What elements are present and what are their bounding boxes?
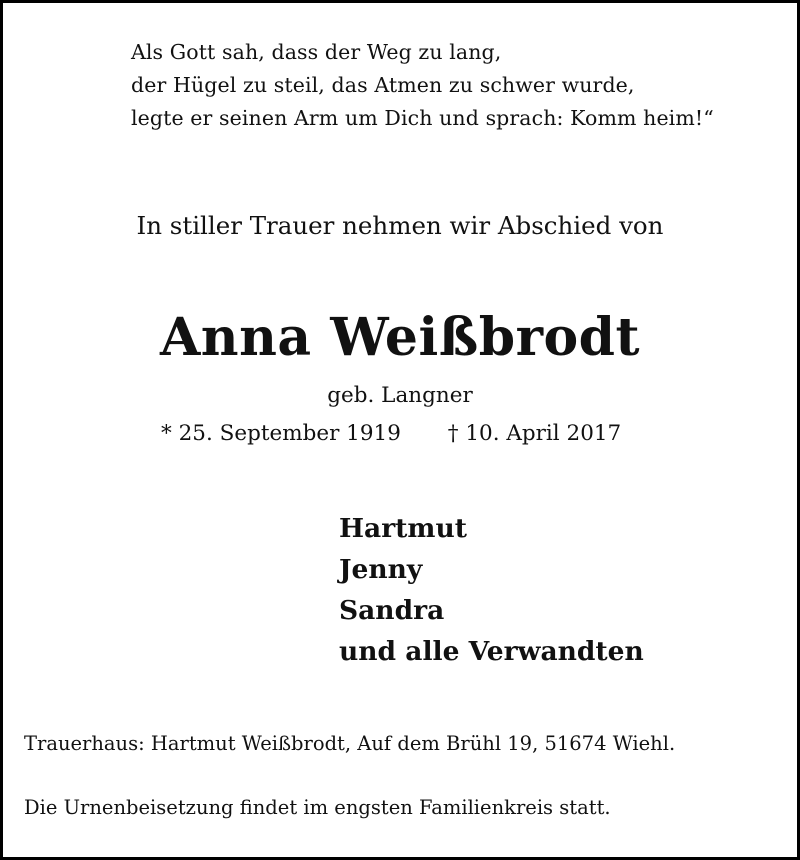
burial-note: Die Urnenbeisetzung findet im engsten Familienkreis statt. — [24, 796, 611, 819]
quote-line-2: der Hügel zu steil, das Atmen zu schwer wurde, — [131, 73, 635, 97]
mourner-item: Hartmut — [339, 513, 467, 544]
quote-block — [131, 36, 714, 135]
intro-text: In stiller Trauer nehmen wir Abschied von — [136, 211, 664, 240]
mourner-item: und alle Verwandten — [339, 636, 644, 667]
deceased-name: Anna Weißbrodt — [159, 307, 641, 368]
quote-line-3: legte er seinen Arm um Dich und sprach: Komm heim!“ — [131, 106, 714, 130]
mourner-item: Jenny — [339, 554, 423, 585]
mourners-list — [339, 508, 644, 672]
life-dates — [161, 417, 621, 451]
death-date: † 10. April 2017 — [447, 421, 622, 446]
mourning-house-address: Trauerhaus: Hartmut Weißbrodt, Auf dem Brühl 19, 51674 Wiehl. — [24, 732, 676, 755]
mourner-item: Sandra — [339, 595, 445, 626]
quote-line-1: Als Gott sah, dass der Weg zu lang, — [131, 40, 502, 64]
maiden-name: geb. Langner — [327, 383, 473, 408]
birth-date: * 25. September 1919 — [161, 421, 401, 446]
